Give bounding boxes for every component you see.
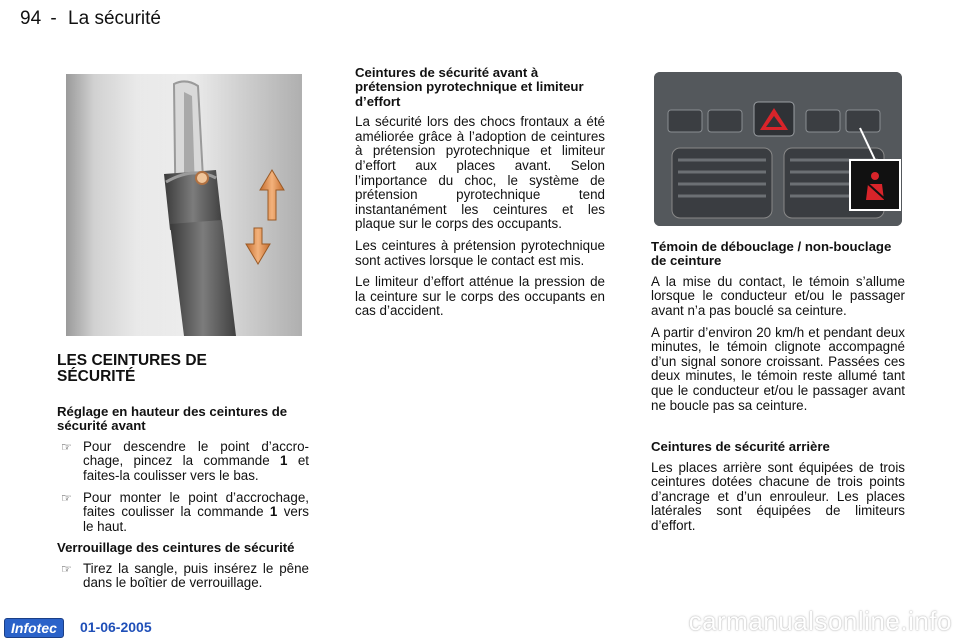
list-item: ☞ Pour descendre le point d’accro-chage, pincez la commande 1 et faites-la coulisser vers le bas. bbox=[61, 438, 309, 483]
edition-date: 01-06-2005 bbox=[80, 619, 152, 635]
rear-belts-heading: Ceintures de sécurité arrière bbox=[651, 439, 830, 455]
watermark: carmanualsonline.info bbox=[688, 606, 952, 636]
section-title: LES CEINTURES DE SÉCURITÉ bbox=[57, 352, 207, 385]
hand-pointer-icon: ☞ bbox=[61, 439, 72, 454]
paragraph: Les ceintures à prétension pyrotechnique sont actives lorsque le contact est mis. bbox=[355, 237, 605, 268]
paragraph: A la mise du contact, le témoin s’allume lorsque le conducteur et/ou le passager avant n’a pas bouclé sa ceinture. bbox=[651, 273, 905, 318]
page-title: La sécurité bbox=[68, 8, 161, 29]
hand-pointer-icon: ☞ bbox=[61, 561, 72, 576]
left-column bbox=[57, 353, 309, 598]
seatbelt-warning-light-icon bbox=[654, 72, 902, 226]
belt-adjuster-figure bbox=[66, 74, 302, 336]
height-adjust-heading: Réglage en hauteur des ceintures de sécurité avant bbox=[57, 404, 288, 434]
pretensioner-heading: Ceintures de sécurité avant à prétension pyrotechnique et limiteur d’effort bbox=[355, 65, 584, 109]
header-separator: - bbox=[50, 8, 57, 29]
locking-heading: Verrouillage des ceintures de sécurité bbox=[57, 540, 295, 556]
hand-pointer-icon: ☞ bbox=[61, 490, 72, 505]
brand-logo: Infotec bbox=[4, 618, 64, 638]
warning-light-heading: Témoin de débouclage / non-bouclage de ceinture bbox=[651, 239, 892, 269]
list-item: ☞ Tirez la sangle, puis insérez le pêne dans le boîtier de verrouillage. bbox=[61, 560, 309, 591]
seatbelt-height-adjuster-icon bbox=[66, 74, 302, 336]
locking-list bbox=[57, 562, 309, 591]
list-item: ☞ Pour monter le point d’accrochage, faites coulisser la commande 1 vers le haut. bbox=[61, 489, 309, 534]
spacer bbox=[651, 420, 905, 440]
right-column bbox=[651, 240, 905, 541]
paragraph: A partir d’environ 20 km/h et pendant deux minutes, le témoin clignote accompagné d’un signal sonore croissant. Passées ces deux minutes, le témoin reste allumé tant que le conducteur et/ou le passager avant ne boucle pas sa ceinture. bbox=[651, 324, 905, 413]
page-number: 94 bbox=[20, 8, 42, 29]
paragraph: La sécurité lors des chocs frontaux a été améliorée grâce à l’adoption de ceintures à prétension pyrotechnique et limiteur d’effort aux places avant. Selon l’importance du choc, le système de prétension pyrotechnique tend instantanément les ceintures et les plaque sur le corps des occupants. bbox=[355, 114, 605, 232]
height-adjust-list bbox=[57, 440, 309, 535]
middle-column bbox=[355, 66, 605, 326]
page-header bbox=[20, 8, 161, 30]
dashboard-figure bbox=[654, 72, 902, 226]
paragraph: Les places arrière sont équipées de trois ceintures dotées chacune de trois points d’ancrage et d’un enrouleur. Les places latérales sont équipées de limiteurs d’effort. bbox=[651, 459, 905, 533]
paragraph: Le limiteur d’effort atténue la pression de la ceinture sur le corps des occupants en cas d’accident. bbox=[355, 274, 605, 319]
